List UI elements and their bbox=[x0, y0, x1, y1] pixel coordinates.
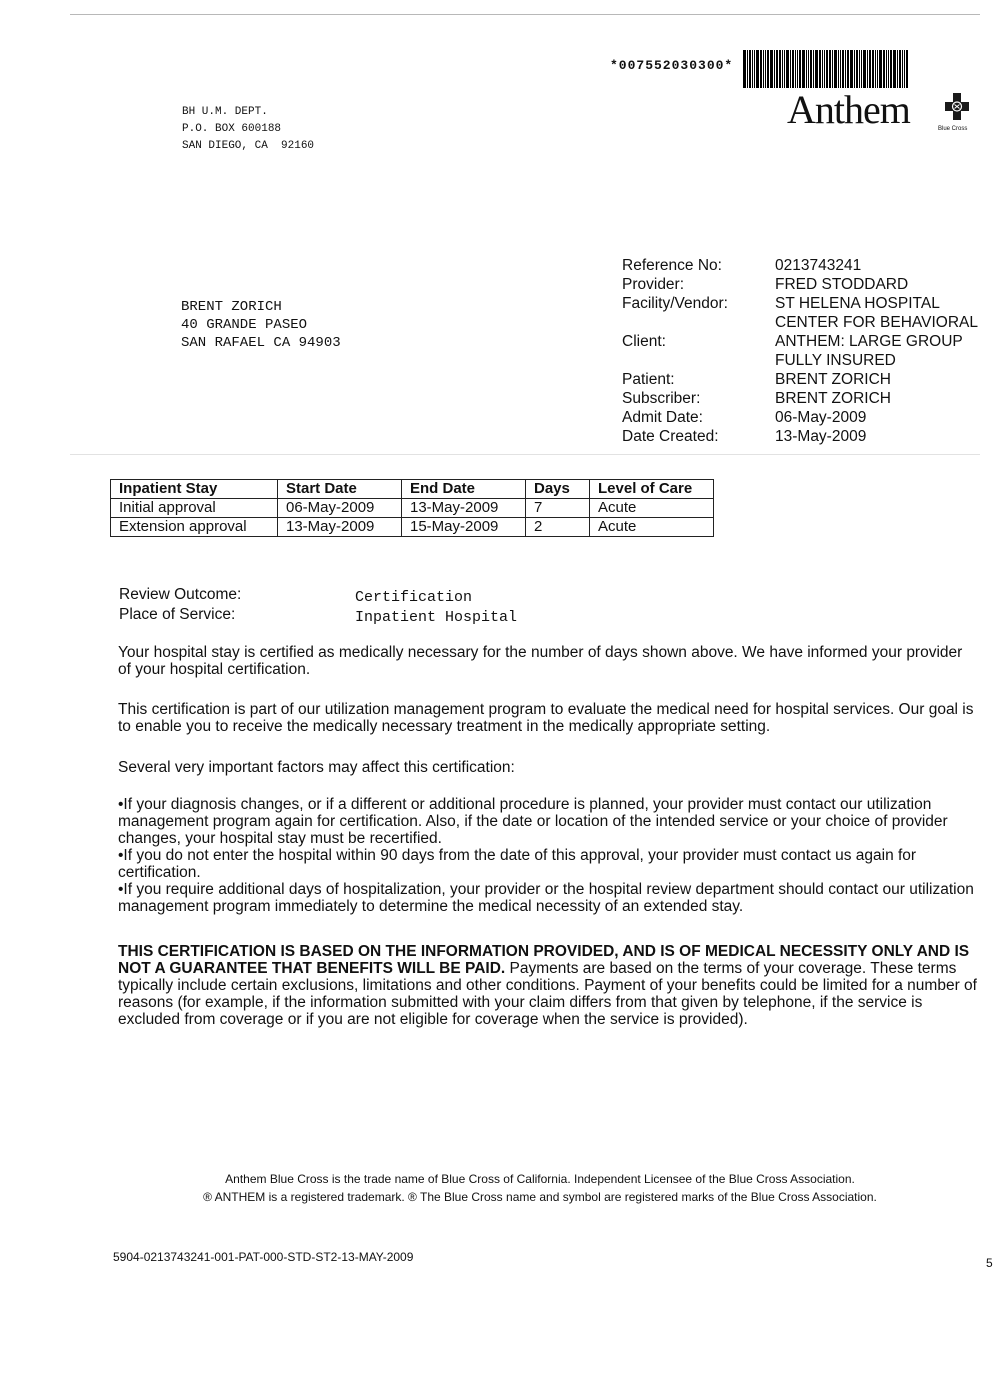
barcode-bar bbox=[792, 50, 794, 88]
column-header: End Date bbox=[402, 480, 526, 499]
barcode-bar bbox=[883, 50, 885, 88]
barcode-number: *007552030300* bbox=[610, 58, 734, 73]
review-values bbox=[355, 588, 517, 628]
table-header-row bbox=[111, 480, 714, 499]
reference-values bbox=[775, 256, 978, 446]
table-row bbox=[111, 499, 714, 518]
barcode-image bbox=[743, 50, 961, 88]
document-id: 5904-0213743241-001-PAT-000-STD-ST2-13-MAY-2009 bbox=[113, 1250, 414, 1264]
barcode-bar bbox=[845, 50, 846, 88]
ref-value: BRENT ZORICH bbox=[775, 371, 891, 388]
barcode-bar bbox=[850, 50, 853, 88]
ref-value: ANTHEM: LARGE GROUP bbox=[775, 333, 963, 350]
logo-subtitle: Blue Cross bbox=[938, 126, 968, 132]
barcode-bar bbox=[795, 50, 796, 88]
ref-label: Patient: bbox=[622, 371, 675, 388]
table-cell: Acute bbox=[590, 499, 714, 518]
barcode-bar bbox=[799, 50, 801, 88]
ref-value: CENTER FOR BEHAVIORAL bbox=[775, 314, 978, 331]
barcode-bar bbox=[749, 50, 751, 88]
barcode-bar bbox=[904, 50, 905, 88]
blue-cross-logo-icon bbox=[945, 93, 969, 120]
table-cell: 7 bbox=[526, 499, 590, 518]
barcode-bar bbox=[756, 50, 759, 88]
disclaimer-text: Payments are based on the terms of your coverage. These terms typically include certain exclusions, limitations and other conditions. Payment of your benefits could be limited for a number of reasons (for example, if the information submitted with your claim differs from that given by telephone, if the service is excluded from coverage or if you are not eligible for coverage when the service is provided). bbox=[118, 960, 977, 1028]
column-header: Level of Care bbox=[590, 480, 714, 499]
barcode-bar bbox=[770, 50, 773, 88]
disclaimer-bold: THIS CERTIFICATION IS BASED ON THE INFORMATION PROVIDED, AND IS OF MEDICAL NECESSITY ONLY AND IS NOT A GUARANTEE THAT BENEFITS WILL BE PAID. bbox=[118, 943, 970, 977]
barcode-bar bbox=[774, 50, 775, 88]
barcode-bar bbox=[760, 50, 762, 88]
barcode-bar bbox=[879, 50, 882, 88]
barcode-bar bbox=[877, 50, 878, 88]
barcode-bar bbox=[786, 50, 789, 88]
disclaimer-paragraph bbox=[118, 943, 978, 1028]
ref-label bbox=[622, 313, 728, 332]
barcode-bar bbox=[893, 50, 896, 88]
barcode-bar bbox=[752, 50, 753, 88]
ref-value: 13-May-2009 bbox=[775, 428, 867, 445]
column-header: Inpatient Stay bbox=[111, 480, 278, 499]
barcode-bar bbox=[829, 50, 831, 88]
barcode-bar bbox=[826, 50, 828, 88]
barcode-bar bbox=[832, 50, 833, 88]
barcode-bar bbox=[840, 50, 841, 88]
table-cell: 2 bbox=[526, 518, 590, 537]
place-of-service-value: Inpatient Hospital bbox=[355, 609, 518, 626]
ref-label: Client: bbox=[622, 333, 666, 350]
barcode-bar bbox=[863, 50, 866, 88]
reference-labels bbox=[622, 256, 728, 446]
ref-label: Subscriber: bbox=[622, 390, 701, 407]
inpatient-stay-table bbox=[110, 479, 714, 537]
barcode-bar bbox=[779, 50, 781, 88]
barcode-bar bbox=[782, 50, 783, 88]
table-cell: Initial approval bbox=[111, 499, 278, 518]
barcode-bar bbox=[834, 50, 837, 88]
return-address-line: P.O. BOX 600188 bbox=[182, 123, 282, 135]
barcode-bar bbox=[747, 50, 748, 88]
review-labels bbox=[119, 585, 241, 625]
ref-value: ST HELENA HOSPITAL bbox=[775, 295, 940, 312]
ref-value: BRENT ZORICH bbox=[775, 390, 891, 407]
page-number: 5 bbox=[986, 1256, 993, 1270]
barcode-bar bbox=[872, 50, 874, 88]
footer-line: Anthem Blue Cross is the trade name of Blue Cross of California. Independent Licensee of the Blue Cross Association. bbox=[225, 1172, 855, 1186]
barcode-bar bbox=[888, 50, 889, 88]
barcode-bar bbox=[743, 50, 746, 88]
ref-value: 0213743241 bbox=[775, 257, 862, 274]
barcode-bar bbox=[822, 50, 823, 88]
table-cell: Extension approval bbox=[111, 518, 278, 537]
table-cell: 15-May-2009 bbox=[402, 518, 526, 537]
barcode-bar bbox=[856, 50, 858, 88]
ref-label: Provider: bbox=[622, 276, 685, 293]
barcode-bar bbox=[765, 50, 766, 88]
program-paragraph: This certification is part of our utilization management program to evaluate the medical need for hospital services. Our goal is to enable you to receive the medically necessary treatment in the medically appropriate setting. bbox=[118, 701, 974, 735]
barcode-bar bbox=[797, 50, 798, 88]
barcode-bar bbox=[763, 50, 764, 88]
ref-label: Facility/Vendor: bbox=[622, 295, 728, 312]
barcode-bar bbox=[906, 50, 908, 88]
top-divider bbox=[70, 14, 980, 15]
return-address bbox=[182, 104, 314, 155]
barcode-bar bbox=[869, 50, 871, 88]
recipient-line: SAN RAFAEL CA 94903 bbox=[181, 335, 341, 351]
barcode-bar bbox=[875, 50, 876, 88]
recipient-line: 40 GRANDE PASEO bbox=[181, 317, 308, 333]
table-cell: 06-May-2009 bbox=[278, 499, 402, 518]
table-row bbox=[111, 518, 714, 537]
return-address-line: BH U.M. DEPT. bbox=[182, 106, 268, 118]
barcode-bar bbox=[854, 50, 855, 88]
barcode-bar bbox=[810, 50, 812, 88]
barcode-bar bbox=[867, 50, 868, 88]
ref-value: FRED STODDARD bbox=[775, 276, 909, 293]
barcode-bar bbox=[824, 50, 825, 88]
barcode-bar bbox=[819, 50, 821, 88]
barcode-bar bbox=[808, 50, 809, 88]
column-header: Start Date bbox=[278, 480, 402, 499]
column-header: Days bbox=[526, 480, 590, 499]
recipient-line: BRENT ZORICH bbox=[181, 299, 282, 315]
ref-label: Reference No: bbox=[622, 257, 722, 274]
barcode-bar bbox=[890, 50, 892, 88]
certification-paragraph: Your hospital stay is certified as medically necessary for the number of days shown above. We have informed your provider of your hospital certification. bbox=[118, 644, 963, 678]
recipient-address bbox=[181, 298, 341, 352]
footer-notice bbox=[150, 1170, 930, 1206]
barcode-bar bbox=[897, 50, 898, 88]
list-item: •If your diagnosis changes, or if a different or additional procedure is planned, your provider must contact our utilization management program again for certification. Also, if the date or location of the intended service or your choice of provider changes, your hospital stay must be recertified. bbox=[118, 796, 948, 847]
ref-label: Date Created: bbox=[622, 428, 719, 445]
list-item: •If you require additional days of hospitalization, your provider or the hospital review department should contact our utilization management program immediately to determine the medical necessity of an extended stay. bbox=[118, 881, 974, 915]
barcode-bar bbox=[815, 50, 818, 88]
barcode-bar bbox=[902, 50, 903, 88]
footer-line: ® ANTHEM is a registered trademark. ® The Blue Cross name and symbol are registered marks of the Blue Cross Association. bbox=[203, 1190, 877, 1204]
factors-intro: Several very important factors may affect this certification: bbox=[118, 759, 515, 776]
barcode-bar bbox=[754, 50, 755, 88]
table-cell: Acute bbox=[590, 518, 714, 537]
barcode-bar bbox=[813, 50, 814, 88]
barcode-bar bbox=[859, 50, 860, 88]
barcode-bar bbox=[838, 50, 839, 88]
review-outcome-value: Certification bbox=[355, 589, 473, 606]
barcode-bar bbox=[767, 50, 769, 88]
barcode-bar bbox=[790, 50, 791, 88]
ref-value: 06-May-2009 bbox=[775, 409, 867, 426]
barcode-bar bbox=[802, 50, 805, 88]
barcode-bar bbox=[899, 50, 901, 88]
barcode-bar bbox=[886, 50, 887, 88]
anthem-logo: Anthem bbox=[787, 87, 910, 132]
barcode-bar bbox=[861, 50, 862, 88]
return-address-line: SAN DIEGO, CA 92160 bbox=[182, 140, 315, 152]
ref-label: Admit Date: bbox=[622, 409, 703, 426]
ref-value: FULLY INSURED bbox=[775, 352, 896, 369]
barcode-bar bbox=[806, 50, 807, 88]
table-cell: 13-May-2009 bbox=[278, 518, 402, 537]
section-divider bbox=[70, 454, 980, 455]
review-outcome-label: Review Outcome: bbox=[119, 586, 242, 603]
barcode-bar bbox=[842, 50, 844, 88]
barcode-bar bbox=[776, 50, 778, 88]
place-of-service-label: Place of Service: bbox=[119, 606, 236, 623]
list-item: •If you do not enter the hospital within 90 days from the date of this approval, your provider must contact us again for certification. bbox=[118, 847, 917, 881]
table-cell: 13-May-2009 bbox=[402, 499, 526, 518]
ref-label bbox=[622, 351, 728, 370]
barcode-bar bbox=[784, 50, 785, 88]
barcode-bar bbox=[847, 50, 849, 88]
factors-list bbox=[118, 796, 978, 915]
